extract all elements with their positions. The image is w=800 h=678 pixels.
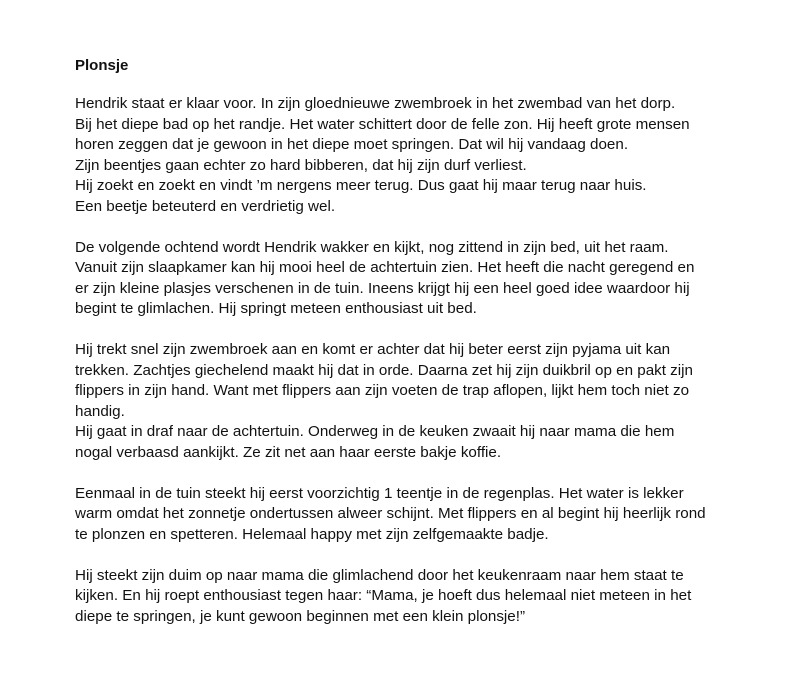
text-line: begint te glimlachen. Hij springt meteen enthousiast uit bed. [75,300,477,317]
document-title: Plonsje [75,57,129,74]
text-line: Bij het diepe bad op het randje. Het water schittert door de felle zon. Hij heeft grote mensen [75,115,690,133]
text-line: Vanuit zijn slaapkamer kan hij mooi heel de achtertuin zien. Het heeft die nacht geregend en [75,259,695,276]
text-line: Hij trekt snel zijn zwembroek aan en komt er achter dat hij beter eerst zijn pyjama uit kan [75,341,671,358]
paragraph [75,340,775,463]
text-line: handig. [75,402,125,420]
paragraph [75,484,775,546]
text-line: nogal verbaasd aankijkt. Ze zit net aan haar eerste bakje koffie. [75,443,502,461]
text-line: trekken. Zachtjes giechelend maakt hij dat in orde. Daarna zet hij zijn duikbril op en pakt zijn [75,361,693,379]
text-line: er zijn kleine plasjes verschenen in de tuin. Ineens krijgt hij een heel goed idee waardoor hij [75,279,690,297]
text-line: warm omdat het zonnetje ondertussen alweer schijnt. Met flippers en al begint hij heerlijk rond [75,505,706,522]
text-line: horen zeggen dat je gewoon in het diepe moet springen. Dat wil hij vandaag doen. [75,136,629,153]
text-line: De volgende ochtend wordt Hendrik wakker en kijkt, nog zittend in zijn bed, uit het raam. [75,238,669,256]
text-line: Eenmaal in de tuin steekt hij eerst voorzichtig 1 teentje in de regenplas. Het water is lekker [75,484,684,502]
paragraph [75,94,775,217]
text-line: diepe te springen, je kunt gewoon beginnen met een klein plonsje!” [75,607,526,625]
text-line: Hendrik staat er klaar voor. In zijn gloednieuwe zwembroek in het zwembad van het dorp. [75,95,676,112]
paragraph [75,566,775,628]
text-line: te plonzen en spetteren. Helemaal happy met zijn zelfgemaakte badje. [75,525,549,543]
text-line: Een beetje beteuterd en verdrietig wel. [75,197,336,215]
text-line: Hij steekt zijn duim op naar mama die glimlachend door het keukenraam naar hem staat te [75,566,684,584]
text-line: flippers in zijn hand. Want met flippers aan zijn voeten de trap aflopen, lijkt hem toch niet zo [75,382,690,399]
text-line: Zijn beentjes gaan echter zo hard bibberen, dat hij zijn durf verliest. [75,156,527,174]
text-line: Hij zoekt en zoekt en vindt ’m nergens meer terug. Dus gaat hij maar terug naar huis. [75,177,647,194]
document-body [75,56,775,648]
text-line: kijken. En hij roept enthousiast tegen haar: “Mama, je hoeft dus helemaal niet meteen in het [75,587,692,604]
text-line: Hij gaat in draf naar de achtertuin. Onderweg in de keuken zwaait hij naar mama die hem [75,423,675,440]
paragraph [75,238,775,320]
